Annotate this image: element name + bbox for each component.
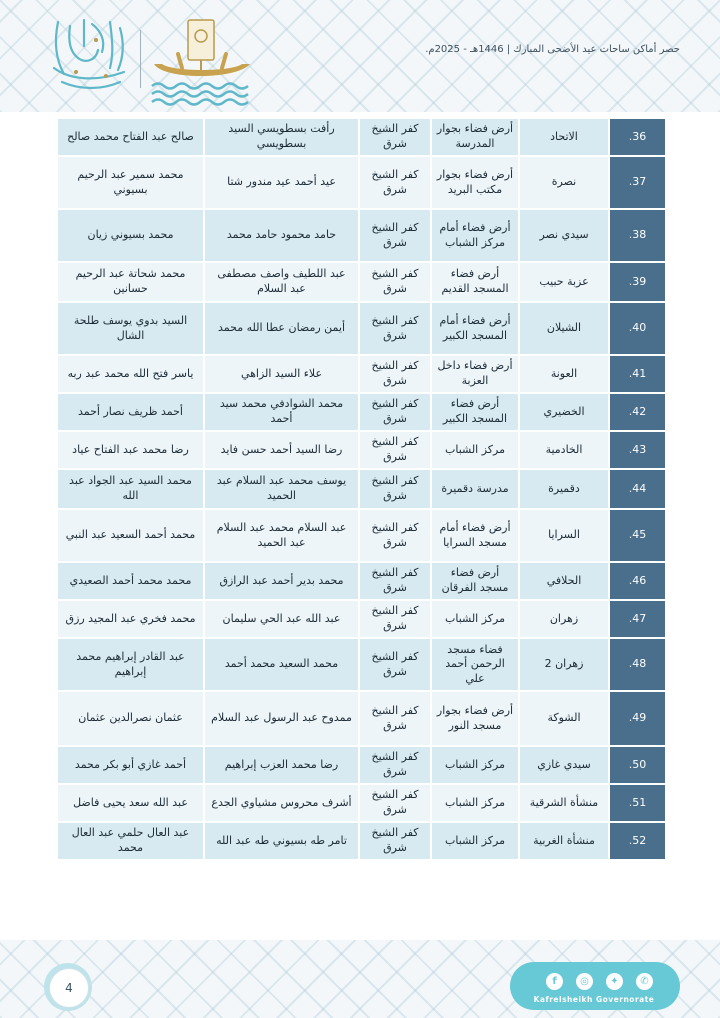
preacher-cell: عبد القادر إبراهيم محمد إبراهيم bbox=[57, 638, 204, 691]
official-cell: أشرف محروس مشياوي الجدع bbox=[204, 784, 359, 822]
official-cell: محمد السعيد محمد أحمد bbox=[204, 638, 359, 691]
table-row bbox=[57, 209, 665, 262]
village-cell: دقميرة bbox=[519, 469, 609, 509]
location-cell: مركز الشباب bbox=[431, 746, 519, 784]
village-cell: الاتحاد bbox=[519, 119, 609, 156]
header-divider bbox=[140, 30, 141, 88]
governorate-label: Kafrelsheikh Governorate bbox=[533, 995, 655, 1004]
location-cell: مركز الشباب bbox=[431, 431, 519, 469]
preacher-cell: محمد سمير عبد الرحيم بسيوني bbox=[57, 156, 204, 209]
row-number: 46. bbox=[609, 562, 665, 600]
preacher-cell: أحمد غازي أبو بكر محمد bbox=[57, 746, 204, 784]
location-cell: أرض فضاء بجوار مسجد النور bbox=[431, 691, 519, 746]
village-cell: الخضيري bbox=[519, 393, 609, 431]
row-number: 40. bbox=[609, 302, 665, 355]
location-cell: أرض فضاء أمام مسجد السرايا bbox=[431, 509, 519, 562]
row-number: 50. bbox=[609, 746, 665, 784]
district-cell: كفر الشيخ شرق bbox=[359, 156, 431, 209]
official-cell: ممدوح عبد الرسول عبد السلام bbox=[204, 691, 359, 746]
district-cell: كفر الشيخ شرق bbox=[359, 302, 431, 355]
row-number: 43. bbox=[609, 431, 665, 469]
village-cell: سيدي غازي bbox=[519, 746, 609, 784]
governorate-ship-logo bbox=[148, 14, 256, 106]
village-cell: الحلافي bbox=[519, 562, 609, 600]
location-cell: أرض فضاء داخل العزبة bbox=[431, 355, 519, 393]
district-cell: كفر الشيخ شرق bbox=[359, 469, 431, 509]
table-row bbox=[57, 509, 665, 562]
district-cell: كفر الشيخ شرق bbox=[359, 600, 431, 638]
official-cell: تامر طه بسيوني طه عبد الله bbox=[204, 822, 359, 860]
eid-calligraphy-logo bbox=[40, 12, 136, 96]
table-row bbox=[57, 262, 665, 302]
row-number: 36. bbox=[609, 119, 665, 156]
preacher-cell: محمد السيد عبد الجواد عبد الله bbox=[57, 469, 204, 509]
district-cell: كفر الشيخ شرق bbox=[359, 746, 431, 784]
location-cell: أرض فضاء المسجد الكبير bbox=[431, 393, 519, 431]
location-cell: مركز الشباب bbox=[431, 822, 519, 860]
village-cell: سيدي نصر bbox=[519, 209, 609, 262]
instagram-icon[interactable]: ◎ bbox=[576, 973, 593, 990]
district-cell: كفر الشيخ شرق bbox=[359, 822, 431, 860]
official-cell: محمد بدير أحمد عبد الرازق bbox=[204, 562, 359, 600]
table-row bbox=[57, 355, 665, 393]
official-cell: رضا السيد أحمد حسن فايد bbox=[204, 431, 359, 469]
village-cell: منشأة الغربية bbox=[519, 822, 609, 860]
page-header-title: حصر أماكن ساحات عيد الأضحى المبارك | 1446هـ - 2025م. bbox=[425, 44, 680, 55]
table-row bbox=[57, 784, 665, 822]
row-number: 39. bbox=[609, 262, 665, 302]
row-number: 45. bbox=[609, 509, 665, 562]
preacher-cell: محمد بسيوني زيان bbox=[57, 209, 204, 262]
table-row bbox=[57, 600, 665, 638]
village-cell: الخادمية bbox=[519, 431, 609, 469]
preacher-cell: رضا محمد عبد الفتاح عياد bbox=[57, 431, 204, 469]
location-cell: أرض فضاء بجوار المدرسة bbox=[431, 119, 519, 156]
preacher-cell: عبد الله سعد يحيى فاضل bbox=[57, 784, 204, 822]
preacher-cell: السيد بدوي يوسف طلحة الشال bbox=[57, 302, 204, 355]
district-cell: كفر الشيخ شرق bbox=[359, 119, 431, 156]
row-number: 52. bbox=[609, 822, 665, 860]
preacher-cell: محمد أحمد السعيد عبد النبي bbox=[57, 509, 204, 562]
page-number: 4 bbox=[49, 968, 89, 1008]
official-cell: رأفت بسطويسي السيد بسطويسي bbox=[204, 119, 359, 156]
village-cell: العونة bbox=[519, 355, 609, 393]
table-row bbox=[57, 393, 665, 431]
official-cell: عيد أحمد عيد مندور شتا bbox=[204, 156, 359, 209]
table-row bbox=[57, 156, 665, 209]
official-cell: علاء السيد الزاهي bbox=[204, 355, 359, 393]
location-cell: أرض فضاء أمام المسجد الكبير bbox=[431, 302, 519, 355]
table-row bbox=[57, 562, 665, 600]
preacher-cell: عثمان نصرالدين عثمان bbox=[57, 691, 204, 746]
district-cell: كفر الشيخ شرق bbox=[359, 509, 431, 562]
village-cell: عزبة حبيب bbox=[519, 262, 609, 302]
official-cell: أيمن رمضان عطا الله محمد bbox=[204, 302, 359, 355]
eid-prayer-locations-table bbox=[56, 119, 665, 861]
table-row bbox=[57, 746, 665, 784]
row-number: 47. bbox=[609, 600, 665, 638]
official-cell: حامد محمود حامد محمد bbox=[204, 209, 359, 262]
location-cell: مدرسة دقميرة bbox=[431, 469, 519, 509]
location-cell: أرض فضاء مسجد الفرقان bbox=[431, 562, 519, 600]
preacher-cell: محمد محمد أحمد الصعيدي bbox=[57, 562, 204, 600]
village-cell: زهران bbox=[519, 600, 609, 638]
whatsapp-icon[interactable]: ✆ bbox=[636, 973, 653, 990]
row-number: 49. bbox=[609, 691, 665, 746]
table-row bbox=[57, 691, 665, 746]
district-cell: كفر الشيخ شرق bbox=[359, 431, 431, 469]
village-cell: الشيلان bbox=[519, 302, 609, 355]
preacher-cell: محمد فخري عبد المجيد رزق bbox=[57, 600, 204, 638]
location-cell: فضاء مسجد الرحمن أحمد علي bbox=[431, 638, 519, 691]
official-cell: يوسف محمد عبد السلام عبد الحميد bbox=[204, 469, 359, 509]
table-row bbox=[57, 638, 665, 691]
table-body bbox=[57, 119, 665, 860]
village-cell: زهران 2 bbox=[519, 638, 609, 691]
official-cell: عبد اللطيف واصف مصطفى عبد السلام bbox=[204, 262, 359, 302]
table-row bbox=[57, 119, 665, 156]
table-row bbox=[57, 431, 665, 469]
facebook-icon[interactable]: f bbox=[546, 973, 563, 990]
location-cell: مركز الشباب bbox=[431, 600, 519, 638]
district-cell: كفر الشيخ شرق bbox=[359, 209, 431, 262]
row-number: 44. bbox=[609, 469, 665, 509]
district-cell: كفر الشيخ شرق bbox=[359, 638, 431, 691]
district-cell: كفر الشيخ شرق bbox=[359, 355, 431, 393]
preacher-cell: عبد العال حلمي عبد العال محمد bbox=[57, 822, 204, 860]
district-cell: كفر الشيخ شرق bbox=[359, 562, 431, 600]
district-cell: كفر الشيخ شرق bbox=[359, 262, 431, 302]
row-number: 51. bbox=[609, 784, 665, 822]
row-number: 38. bbox=[609, 209, 665, 262]
row-number: 41. bbox=[609, 355, 665, 393]
village-cell: السرايا bbox=[519, 509, 609, 562]
location-cell: أرض فضاء بجوار مكتب البريد bbox=[431, 156, 519, 209]
official-cell: رضا محمد العزب إبراهيم bbox=[204, 746, 359, 784]
row-number: 42. bbox=[609, 393, 665, 431]
location-cell: أرض فضاء أمام مركز الشباب bbox=[431, 209, 519, 262]
official-cell: محمد الشوادفي محمد سيد أحمد bbox=[204, 393, 359, 431]
official-cell: عبد السلام محمد عبد السلام عبد الحميد bbox=[204, 509, 359, 562]
preacher-cell: صالح عبد الفتاح محمد صالح bbox=[57, 119, 204, 156]
row-number: 37. bbox=[609, 156, 665, 209]
table-row bbox=[57, 822, 665, 860]
village-cell: نصرة bbox=[519, 156, 609, 209]
location-cell: أرض فضاء المسجد القديم bbox=[431, 262, 519, 302]
official-cell: عبد الله عبد الحي سليمان bbox=[204, 600, 359, 638]
table-row bbox=[57, 302, 665, 355]
preacher-cell: ياسر فتح الله محمد عبد ربه bbox=[57, 355, 204, 393]
location-cell: مركز الشباب bbox=[431, 784, 519, 822]
twitter-icon[interactable]: ✦ bbox=[606, 973, 623, 990]
district-cell: كفر الشيخ شرق bbox=[359, 784, 431, 822]
preacher-cell: محمد شحاتة عبد الرحيم حسانين bbox=[57, 262, 204, 302]
preacher-cell: أحمد ظريف نصار أحمد bbox=[57, 393, 204, 431]
table-row bbox=[57, 469, 665, 509]
district-cell: كفر الشيخ شرق bbox=[359, 393, 431, 431]
district-cell: كفر الشيخ شرق bbox=[359, 691, 431, 746]
village-cell: منشأة الشرقية bbox=[519, 784, 609, 822]
row-number: 48. bbox=[609, 638, 665, 691]
village-cell: الشوكة bbox=[519, 691, 609, 746]
